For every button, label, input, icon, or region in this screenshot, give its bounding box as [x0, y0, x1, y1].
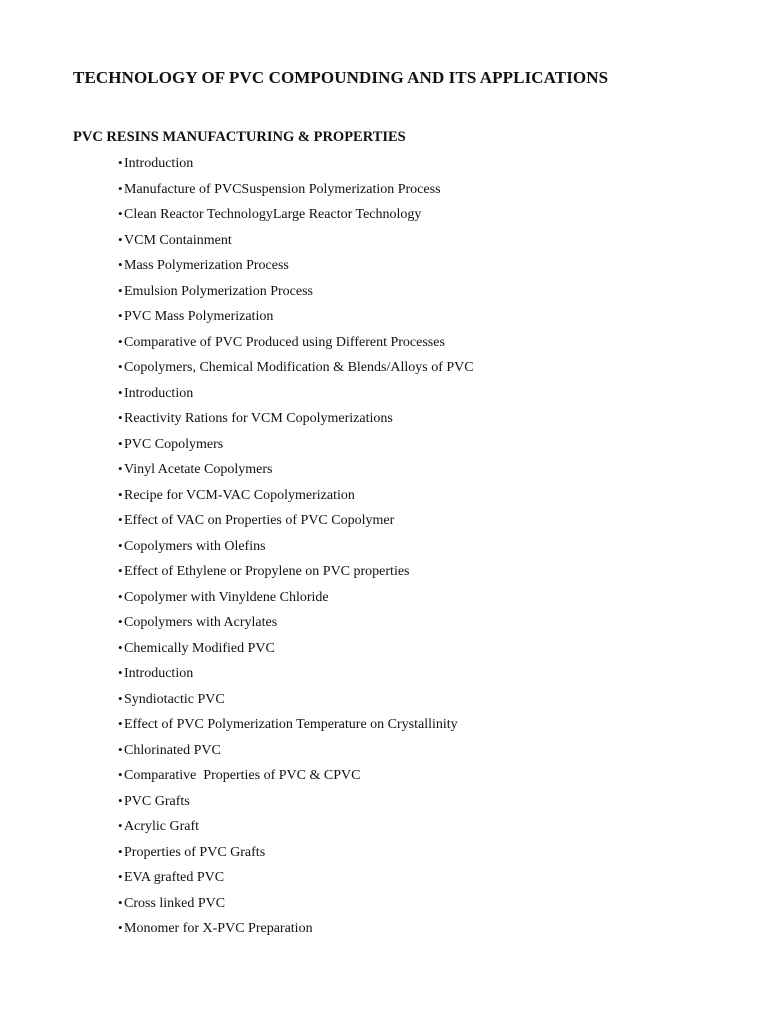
toc-item-label: Reactivity Rations for VCM Copolymerizations — [124, 411, 393, 426]
toc-item — [118, 765, 474, 791]
toc-item-label: Chemically Modified PVC — [124, 640, 275, 656]
toc-item-label: Effect of Ethylene or Propylene on PVC properties — [124, 564, 410, 579]
toc-item — [118, 689, 474, 715]
bullet-icon: • — [118, 257, 123, 272]
bullet-icon: • — [118, 537, 123, 553]
toc-item — [118, 842, 474, 868]
toc-item-label: VCM Containment — [124, 232, 232, 248]
toc-item — [118, 179, 474, 205]
bullet-icon: • — [118, 588, 123, 604]
toc-item — [118, 536, 474, 562]
bullet-icon: • — [118, 690, 123, 706]
bullet-icon: • — [118, 180, 123, 196]
toc-item — [118, 281, 474, 307]
toc-item — [118, 255, 474, 281]
bullet-icon: • — [118, 155, 123, 170]
toc-item — [118, 204, 474, 230]
toc-item — [118, 434, 474, 460]
bullet-icon: • — [118, 410, 123, 425]
bullet-icon: • — [118, 818, 123, 833]
toc-item — [118, 153, 474, 179]
document-title: TECHNOLOGY OF PVC COMPOUNDING AND ITS APPLICATIONS — [73, 68, 609, 87]
toc-item — [118, 663, 474, 689]
toc-item-label: EVA grafted PVC — [124, 870, 225, 885]
toc-item-label: Properties of PVC Grafts — [124, 844, 266, 860]
section-heading: PVC RESINS MANUFACTURING & PROPERTIES — [73, 129, 406, 145]
toc-item-label: Clean Reactor TechnologyLarge Reactor Technology — [124, 207, 422, 222]
toc-item — [118, 638, 474, 664]
toc-item — [118, 612, 474, 638]
bullet-icon: • — [118, 563, 123, 578]
toc-item — [118, 408, 474, 434]
toc-item-label: Syndiotactic PVC — [124, 691, 225, 707]
toc-item — [118, 918, 474, 944]
bullet-icon: • — [118, 894, 123, 910]
toc-item — [118, 791, 474, 817]
bullet-icon: • — [118, 920, 123, 935]
toc-item-label: Vinyl Acetate Copolymers — [124, 462, 273, 477]
toc-item — [118, 459, 474, 485]
toc-item-label: Chlorinated PVC — [124, 742, 221, 758]
toc-item — [118, 561, 474, 587]
toc-item-label: Comparative Properties of PVC & CPVC — [124, 768, 361, 783]
bullet-icon: • — [118, 665, 123, 680]
toc-item — [118, 306, 474, 332]
bullet-icon: • — [118, 741, 123, 757]
bullet-icon: • — [118, 282, 123, 298]
toc-item — [118, 383, 474, 409]
toc-item-label: Introduction — [124, 385, 194, 401]
toc-item-label: Recipe for VCM-VAC Copolymerization — [124, 487, 355, 503]
bullet-icon: • — [118, 308, 123, 323]
toc-item-label: Manufacture of PVCSuspension Polymerization Process — [124, 181, 441, 197]
toc-item — [118, 510, 474, 536]
toc-item — [118, 740, 474, 766]
bullet-icon: • — [118, 614, 123, 629]
bullet-icon: • — [118, 333, 123, 349]
bullet-icon: • — [118, 639, 123, 655]
toc-item — [118, 485, 474, 511]
toc-item-label: Copolymers, Chemical Modification & Blends/Alloys of PVC — [124, 360, 474, 375]
toc-item-label: Copolymers with Olefins — [124, 538, 266, 554]
toc-item — [118, 230, 474, 256]
bullet-icon: • — [118, 716, 123, 731]
toc-item-label: Copolymers with Acrylates — [124, 615, 278, 630]
bullet-icon: • — [118, 767, 123, 782]
toc-item-label: Introduction — [124, 156, 194, 171]
toc-item-label: Emulsion Polymerization Process — [124, 283, 313, 299]
toc-item-label: Acrylic Graft — [124, 819, 200, 834]
toc-item — [118, 587, 474, 613]
toc-item-label: Monomer for X-PVC Preparation — [124, 921, 313, 936]
toc-list — [118, 153, 474, 944]
toc-item — [118, 332, 474, 358]
toc-item-label: Effect of VAC on Properties of PVC Copolymer — [124, 513, 395, 528]
bullet-icon: • — [118, 869, 123, 884]
bullet-icon: • — [118, 461, 123, 476]
toc-item-label: Introduction — [124, 666, 194, 681]
bullet-icon: • — [118, 206, 123, 221]
bullet-icon: • — [118, 359, 123, 374]
toc-item-label: PVC Mass Polymerization — [124, 309, 274, 324]
toc-item — [118, 867, 474, 893]
toc-item-label: PVC Copolymers — [124, 436, 224, 452]
toc-item — [118, 714, 474, 740]
bullet-icon: • — [118, 435, 123, 451]
toc-item — [118, 816, 474, 842]
toc-item-label: Effect of PVC Polymerization Temperature on Crystallinity — [124, 717, 458, 732]
bullet-icon: • — [118, 512, 123, 527]
toc-item-label: Cross linked PVC — [124, 895, 226, 911]
toc-item-label: PVC Grafts — [124, 793, 190, 809]
toc-item-label: Copolymer with Vinyldene Chloride — [124, 589, 329, 605]
toc-item-label: Comparative of PVC Produced using Different Processes — [124, 334, 445, 350]
bullet-icon: • — [118, 231, 123, 247]
toc-item-label: Mass Polymerization Process — [124, 258, 289, 273]
toc-item — [118, 357, 474, 383]
bullet-icon: • — [118, 792, 123, 808]
bullet-icon: • — [118, 843, 123, 859]
bullet-icon: • — [118, 384, 123, 400]
bullet-icon: • — [118, 486, 123, 502]
toc-item — [118, 893, 474, 919]
